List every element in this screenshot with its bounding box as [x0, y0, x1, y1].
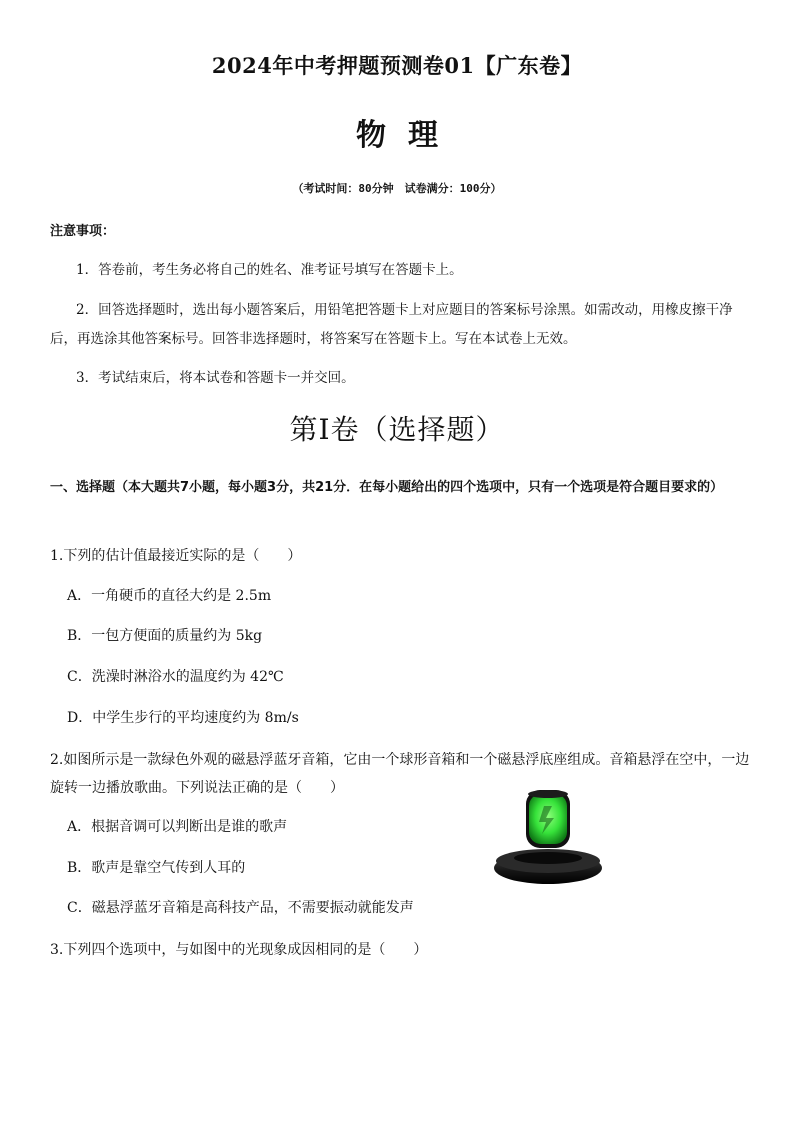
question-1-option-b: B．一包方便面的质量约为 5kg: [67, 628, 263, 644]
question-3-stem: 3.下列四个选项中，与如图中的光现象成因相同的是（ ）: [50, 942, 428, 958]
notice-item-1: 1．答卷前，考生务必将自己的姓名、准考证号填写在答题卡上。: [76, 262, 463, 278]
question-1-option-a: A．一角硬币的直径大约是 2.5m: [67, 588, 272, 604]
notice-item-2: 2．回答选择题时，选出每小题答案后，用铅笔把答题卡上对应题目的答案标号涂黑。如需改动，用橡皮擦干净后，再选涂其他答案标号。回答非选择题时，将答案写在答题卡上。写在本试卷上无效。: [50, 302, 733, 347]
question-2-option-c: C．磁悬浮蓝牙音箱是高科技产品，不需要振动就能发声: [67, 900, 414, 916]
notice-heading: 注意事项：: [50, 224, 116, 239]
question-1-option-d: D．中学生步行的平均速度约为 8m/s: [67, 710, 299, 726]
subject-title: 物理: [356, 118, 460, 153]
question-1-stem: 1.下列的估计值最接近实际的是（ ）: [50, 548, 302, 564]
question-2-option-b: B．歌声是靠空气传到人耳的: [67, 860, 246, 876]
exam-title: 2024年中考押题预测卷01【广东卷】: [211, 53, 583, 78]
notice-item-3: 3．考试结束后，将本试卷和答题卡一并交回。: [76, 370, 355, 386]
maglev-speaker-image: [492, 784, 604, 888]
part-heading: 一、选择题（本大题共7小题，每小题3分，共21分．在每小题给出的四个选项中，只有一个选项是符合题目要求的）: [50, 480, 724, 495]
question-2-option-a: A．根据音调可以判断出是谁的歌声: [67, 819, 288, 835]
question-1-option-c: C．洗澡时淋浴水的温度约为 42℃: [67, 669, 284, 685]
question-2-stem: 2.如图所示是一款绿色外观的磁悬浮蓝牙音箱，它由一个球形音箱和一个磁悬浮底座组成。音箱悬浮在空中，一边旋转一边播放歌曲。下列说法正确的是（ ）: [50, 752, 750, 796]
section-title: 第Ⅰ卷（选择题）: [289, 413, 505, 446]
exam-meta: （考试时间：80分钟 试卷满分：100分）: [292, 182, 502, 195]
